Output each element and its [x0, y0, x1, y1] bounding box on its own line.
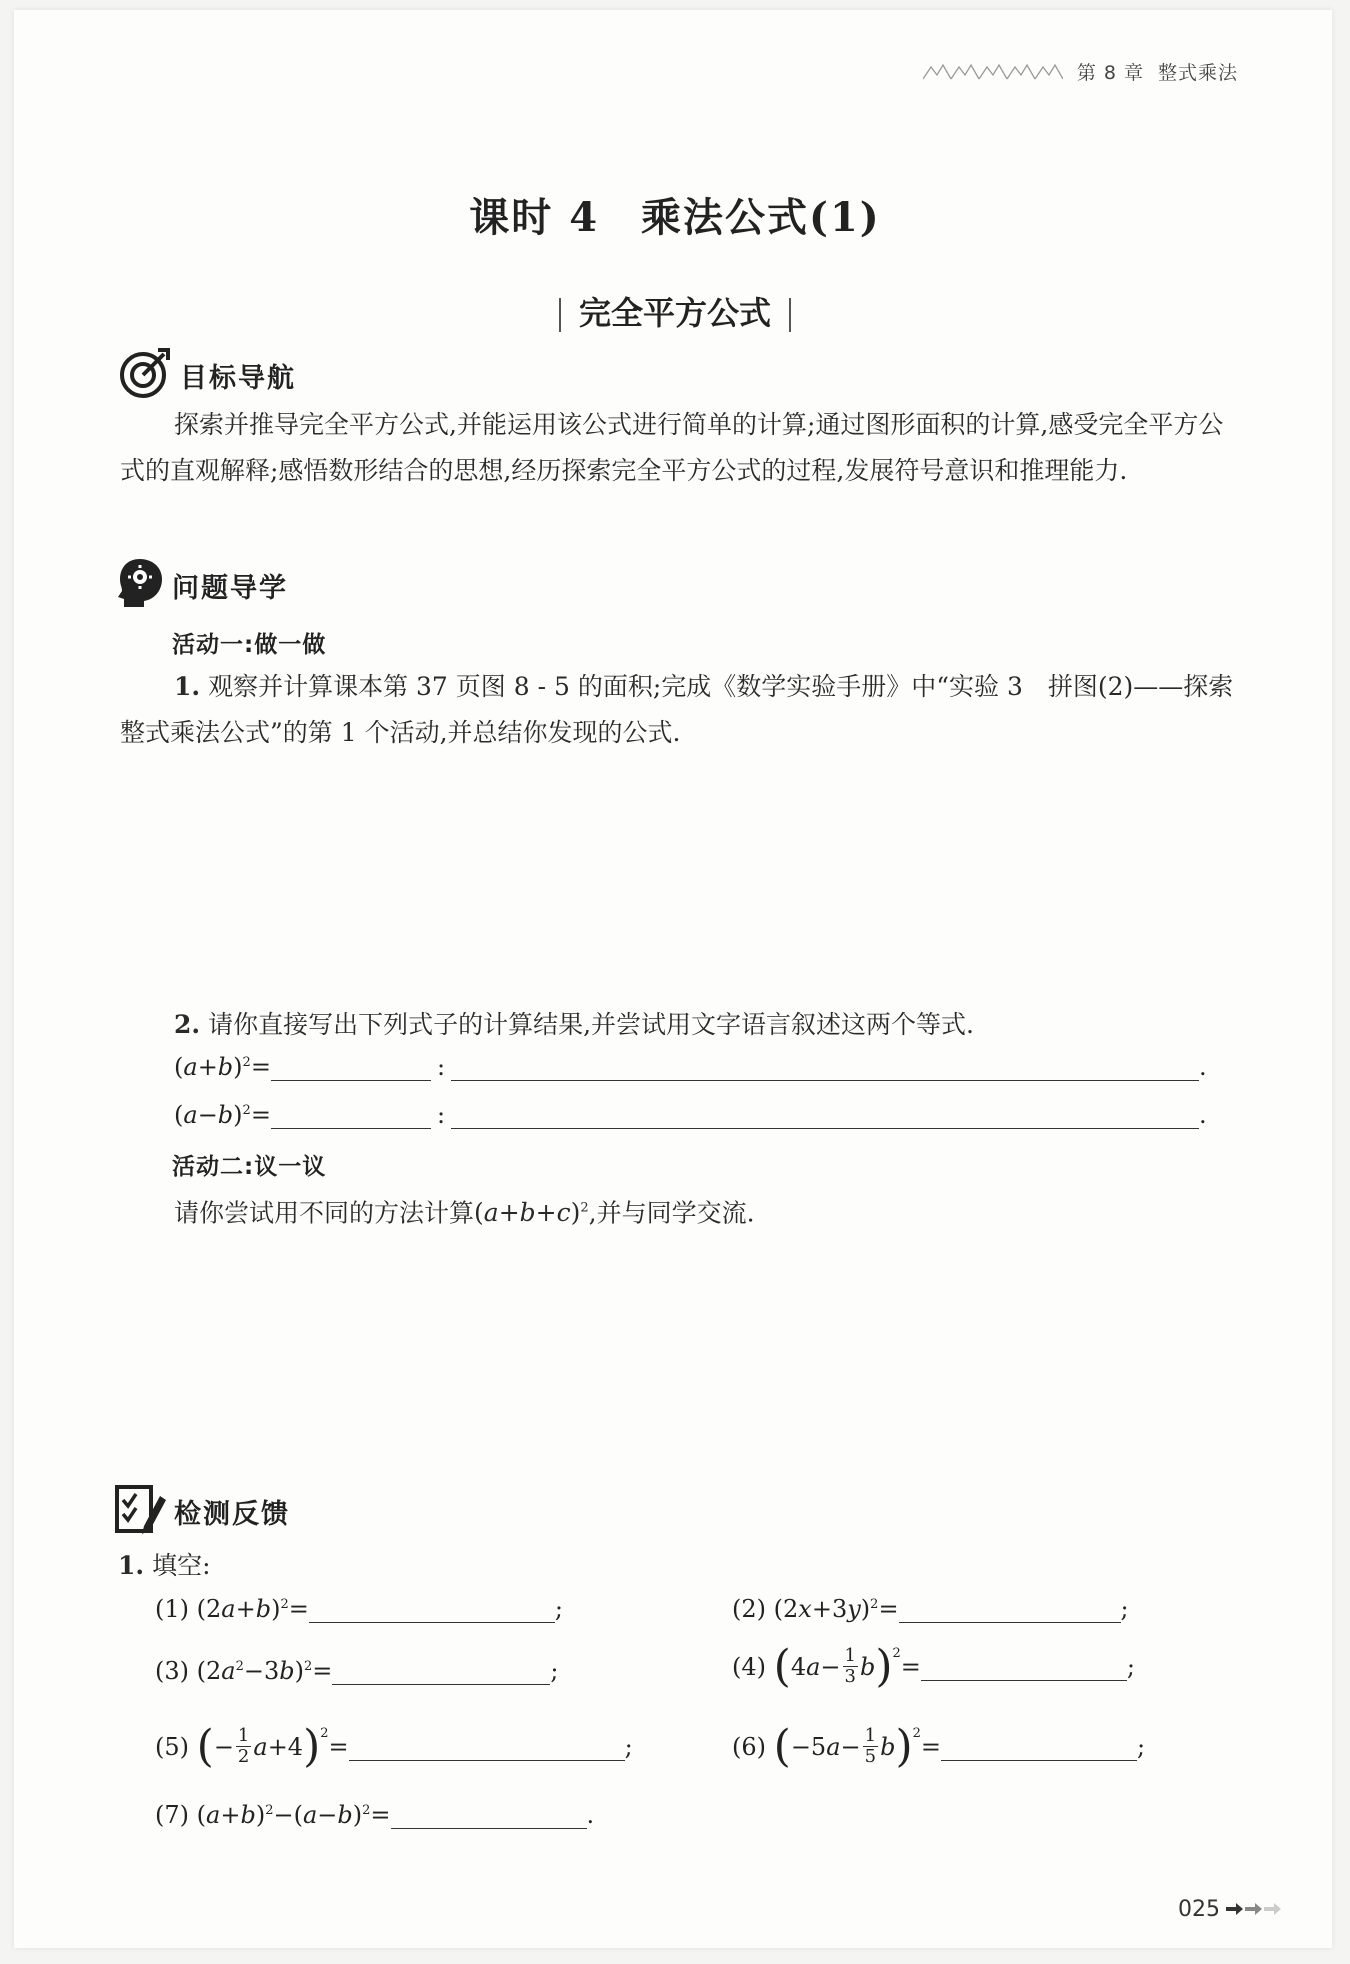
head-gear-icon — [116, 557, 164, 613]
answer-blank[interactable] — [349, 1732, 625, 1761]
divider — [789, 298, 791, 332]
question-2-text: 请你直接写出下列式子的计算结果,并尝试用文字语言叙述这两个等式. — [208, 1010, 974, 1039]
subtitle-text: 完全平方公式 — [578, 294, 771, 332]
chapter-number: 第 8 章 — [1076, 62, 1144, 84]
question-2-number: 2. — [174, 1010, 201, 1039]
answer-blank[interactable] — [332, 1656, 550, 1685]
question-2 — [174, 1002, 1244, 1048]
feedback-question-1: 1. 填空: — [118, 1551, 211, 1580]
formula-diff-square: $(a-b)^2=$ — [174, 1101, 271, 1129]
checklist-pencil-icon — [114, 1482, 166, 1540]
feedback-section-header — [114, 1482, 290, 1540]
goal-text: 探索并推导完全平方公式,并能运用该公式进行简单的计算;通过图形面积的计算,感受完全平方公式的直观解释;感悟数形结合的思想,经历探索完全平方公式的过程,发展符号意识和推理能力. — [120, 410, 1224, 485]
answer-blank[interactable] — [391, 1800, 587, 1829]
formula-abc-square: $(a+b+c)^2$ — [474, 1198, 589, 1228]
exercise-3: (3) $(2a^2-3b)^2=$ ; — [155, 1657, 559, 1685]
section-subtitle — [0, 288, 1350, 334]
answer-blank[interactable] — [271, 1052, 431, 1081]
answer-blank[interactable] — [921, 1652, 1127, 1681]
running-header — [923, 58, 1238, 85]
lesson-title: 课时 4 乘法公式(1) — [469, 194, 881, 241]
target-icon — [118, 346, 172, 404]
exercise-2: (2) $(2x+3y)^2=$ ; — [732, 1595, 1129, 1623]
activity2-title: 活动二:议一议 — [172, 1154, 327, 1180]
divider — [559, 298, 561, 332]
goal-label: 目标导航 — [180, 362, 296, 394]
formula-diff-square-row: $(a-b)^2=$ : . — [174, 1101, 1207, 1129]
activity2-text: 请你尝试用不同的方法计算$(a+b+c)^2$,并与同学交流. — [174, 1198, 755, 1228]
exercise-4: (4) ( 4a− $\frac{1}{3}$ b ) $^2$ = ; — [732, 1640, 1135, 1692]
answer-blank[interactable] — [899, 1594, 1121, 1623]
chapter-title: 整式乘法 — [1157, 62, 1238, 84]
page-number-text: 025 — [1178, 1897, 1220, 1922]
exercise-1: (1) $(2a+b)^2=$ ; — [155, 1595, 563, 1623]
exercise-5: (5) ( − $\frac{1}{2}$ a+4 ) $^2$ = ; — [155, 1720, 633, 1772]
question-1 — [120, 664, 1240, 756]
mountain-decoration-icon — [923, 63, 1063, 81]
answer-blank[interactable] — [309, 1594, 555, 1623]
guide-section-header — [116, 557, 288, 613]
answer-blank[interactable] — [271, 1100, 431, 1129]
question-1-number: 1. — [174, 672, 201, 701]
question-1-text: 观察并计算课本第 37 页图 8 - 5 的面积;完成《数学实验手册》中“实验 3 拼图(2)——探索整式乘法公式”的第 1 个活动,并总结你发现的公式. — [120, 672, 1234, 747]
answer-blank[interactable] — [941, 1732, 1137, 1761]
description-blank[interactable] — [451, 1100, 1199, 1129]
description-blank[interactable] — [451, 1052, 1199, 1081]
arrows-icon — [1226, 1897, 1282, 1922]
goal-section-header — [118, 346, 296, 404]
exercise-7: (7) $(a+b)^2-(a-b)^2=$ . — [155, 1801, 595, 1829]
page-number — [1178, 1897, 1282, 1922]
exercise-6: (6) ( −5a− $\frac{1}{5}$ b ) $^2$ = ; — [732, 1720, 1146, 1772]
guide-label: 问题导学 — [172, 572, 288, 604]
activity1-title: 活动一:做一做 — [172, 632, 327, 658]
feedback-label: 检测反馈 — [174, 1498, 290, 1530]
formula-sum-square: $(a+b)^2=$ — [174, 1053, 271, 1081]
formula-sum-square-row: $(a+b)^2=$ : . — [174, 1053, 1207, 1081]
